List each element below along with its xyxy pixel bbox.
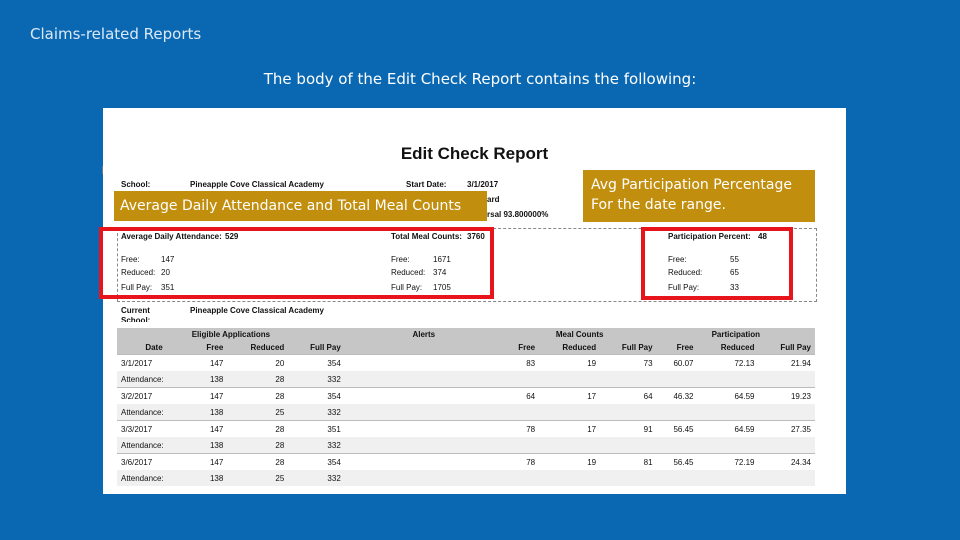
cell: 332 (288, 404, 344, 421)
cell: 91 (600, 421, 656, 438)
cell: 138 (191, 371, 227, 388)
cell: 332 (288, 437, 344, 454)
cell: 72.19 (697, 454, 758, 471)
participation-callout-line: For the date range. (591, 197, 726, 213)
participation-highlight-box (641, 227, 793, 300)
cell: 354 (288, 454, 344, 471)
current-label-cut: School: (121, 316, 151, 322)
attendance-callout: Average Daily Attendance and Total Meal Counts (114, 191, 487, 221)
row-date: 3/6/2017 (117, 454, 191, 471)
table-row (117, 355, 815, 372)
column-header: Reduced (227, 341, 288, 355)
cell: 81 (600, 454, 656, 471)
attendance-row (117, 371, 815, 388)
cell: 56.45 (657, 421, 698, 438)
cell: 27.35 (758, 421, 815, 438)
cell: 64 (600, 388, 656, 405)
pp-free-value: 55 (730, 255, 739, 264)
cell: 60.07 (657, 355, 698, 372)
slide-subtitle: The body of the Edit Check Report contains the following: (263, 70, 697, 88)
cell: 28 (227, 454, 288, 471)
free-value: 147 (161, 255, 175, 264)
cell: 21.94 (758, 355, 815, 372)
cell: 20 (227, 355, 288, 372)
cell: 73 (600, 355, 656, 372)
cell: 354 (288, 355, 344, 372)
pp-reduced-label: Reduced: (668, 268, 703, 277)
cell: 147 (191, 388, 227, 405)
cell: 78 (503, 454, 539, 471)
meal-free-label: Free: (391, 255, 410, 264)
cell: 147 (191, 355, 227, 372)
cell: 354 (288, 388, 344, 405)
cell: 332 (288, 470, 344, 486)
attendance-label: Attendance: (117, 437, 191, 454)
daily-table (117, 328, 815, 486)
table-row (117, 388, 815, 405)
cell: 24.34 (758, 454, 815, 471)
meal-count-value: 3760 (467, 232, 485, 241)
participation-label: Participation Percent: (668, 232, 751, 241)
report-title: Edit Check Report (400, 144, 549, 163)
school-name: Pineapple Cove Classical Academy (190, 180, 324, 189)
group-header: Eligible Applications (117, 328, 345, 341)
current-label: Current (121, 306, 150, 315)
school-label: School: (121, 180, 151, 189)
pp-reduced-value: 65 (730, 268, 739, 277)
free-label: Free: (121, 255, 140, 264)
cell: 19.23 (758, 388, 815, 405)
cell: 138 (191, 404, 227, 421)
attendance-label: Attendance: (117, 470, 191, 486)
attendance-row (117, 404, 815, 421)
cell: 28 (227, 371, 288, 388)
fullpay-value: 351 (161, 283, 175, 292)
reduced-value: 20 (161, 268, 170, 277)
row-date: 3/1/2017 (117, 355, 191, 372)
ada-label: Average Daily Attendance: (121, 232, 222, 241)
attendance-label: Attendance: (117, 371, 191, 388)
report-document (103, 108, 846, 494)
cell: 64 (503, 388, 539, 405)
row-date: 3/3/2017 (117, 421, 191, 438)
meal-reduced-label: Reduced: (391, 268, 426, 277)
attendance-row (117, 437, 815, 454)
column-header: Full Pay (600, 341, 656, 355)
cell: 17 (539, 388, 600, 405)
cell: 28 (227, 388, 288, 405)
participation-callout (583, 170, 815, 222)
pp-fullpay-label: Full Pay: (668, 283, 700, 292)
group-header: Participation (657, 328, 815, 341)
table-row (117, 454, 815, 471)
group-header: Meal Counts (503, 328, 657, 341)
attendance-label: Attendance: (117, 404, 191, 421)
start-date-label: Start Date: (406, 180, 447, 189)
cell: 19 (539, 454, 600, 471)
cell: 332 (288, 371, 344, 388)
cell: 46.32 (657, 388, 698, 405)
cell: 28 (227, 421, 288, 438)
report-fragment: ard (487, 195, 500, 204)
start-date: 3/1/2017 (467, 180, 499, 189)
column-header: Reduced (697, 341, 758, 355)
column-header: Reduced (539, 341, 600, 355)
slide-label: Claims-related Reports (30, 25, 202, 43)
meal-fullpay-label: Full Pay: (391, 283, 423, 292)
cell: 25 (227, 404, 288, 421)
column-header: Free (191, 341, 227, 355)
cell: 64.59 (697, 421, 758, 438)
participation-value: 48 (758, 232, 767, 241)
cell: 72.13 (697, 355, 758, 372)
cell: 64.59 (697, 388, 758, 405)
cell: 19 (539, 355, 600, 372)
cell: 351 (288, 421, 344, 438)
cell: 138 (191, 470, 227, 486)
cell: 56.45 (657, 454, 698, 471)
cell: 147 (191, 454, 227, 471)
column-header: Free (503, 341, 539, 355)
meal-free-value: 1671 (433, 255, 451, 264)
cell: 138 (191, 437, 227, 454)
cell: 78 (503, 421, 539, 438)
fullpay-label: Full Pay: (121, 283, 153, 292)
column-header: Date (117, 341, 191, 355)
cell: 25 (227, 470, 288, 486)
participation-callout-line: Avg Participation Percentage (591, 177, 792, 193)
column-header: Full Pay (288, 341, 344, 355)
cell: 17 (539, 421, 600, 438)
attendance-highlight-box (99, 227, 494, 299)
row-date: 3/2/2017 (117, 388, 191, 405)
ada-value: 529 (225, 232, 239, 241)
attendance-row (117, 470, 815, 486)
meal-reduced-value: 374 (433, 268, 447, 277)
column-header: Full Pay (758, 341, 815, 355)
reduced-label: Reduced: (121, 268, 156, 277)
cell: 147 (191, 421, 227, 438)
group-header: Alerts (345, 328, 503, 341)
meal-count-label: Total Meal Counts: (391, 232, 462, 241)
current-school: Pineapple Cove Classical Academy (190, 306, 324, 315)
report-fragment: rsal 93.800000% (487, 210, 549, 219)
table-row (117, 421, 815, 438)
column-header: Free (657, 341, 698, 355)
meal-fullpay-value: 1705 (433, 283, 451, 292)
cell: 28 (227, 437, 288, 454)
pp-free-label: Free: (668, 255, 687, 264)
cell: 83 (503, 355, 539, 372)
pp-fullpay-value: 33 (730, 283, 739, 292)
